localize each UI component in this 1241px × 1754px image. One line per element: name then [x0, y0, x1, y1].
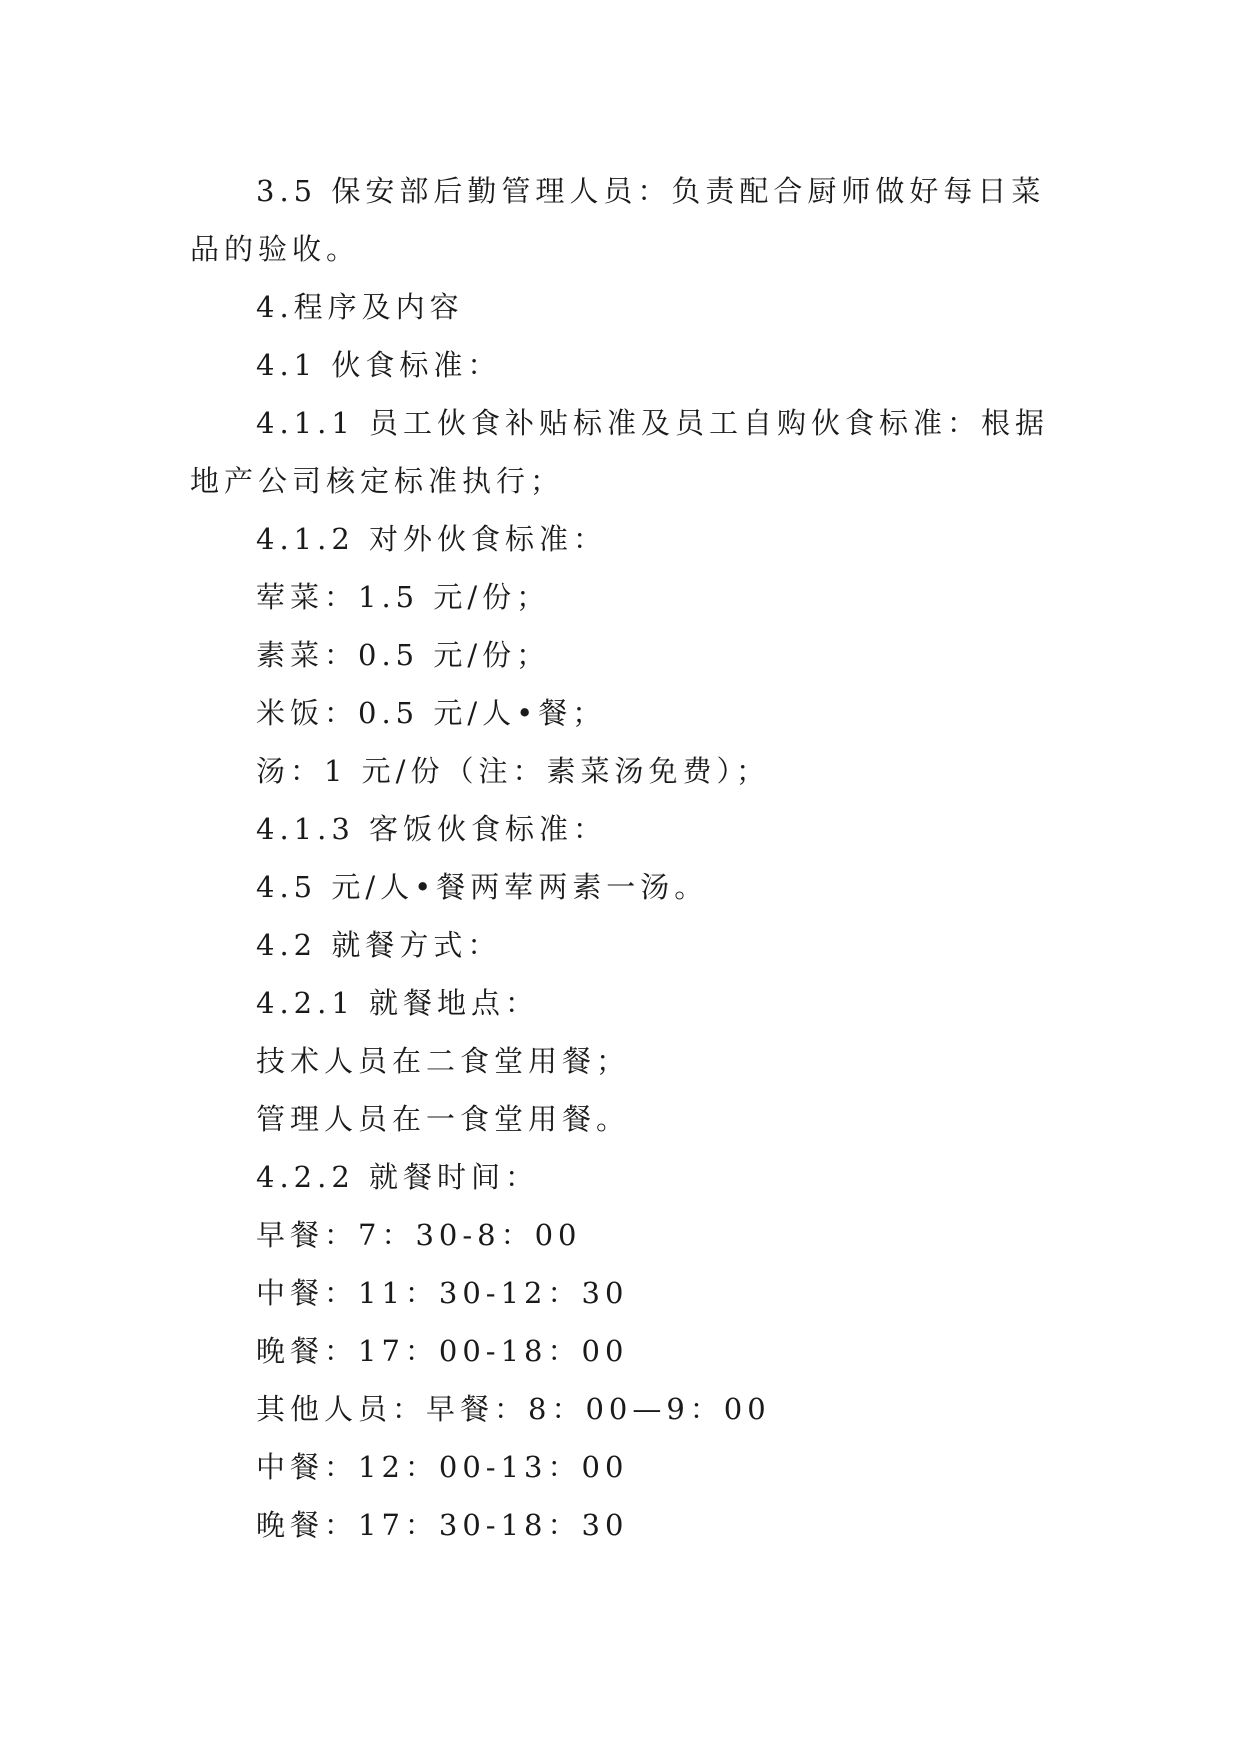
time-other-dinner: 晚餐：17：30-18：30 — [256, 1508, 629, 1542]
price-vegetable-dish: 素菜：0.5 元/份； — [256, 638, 551, 672]
paragraph-3-5: 3.5 保安部后勤管理人员：负责配合厨师做好每日菜品的验收。 — [190, 174, 1046, 266]
heading-4-2: 4.2 就餐方式： — [256, 928, 502, 962]
price-rice: 米饭：0.5 元/人•餐； — [256, 696, 607, 730]
time-other-breakfast: 其他人员：早餐：8：00—9：00 — [256, 1392, 771, 1426]
heading-4: 4.程序及内容 — [256, 290, 464, 324]
guest-meal-standard: 4.5 元/人•餐两荤两素一汤。 — [256, 870, 709, 904]
document-body — [190, 162, 1060, 1554]
location-management-staff: 管理人员在一食堂用餐。 — [256, 1102, 631, 1136]
time-lunch: 中餐：11：30-12：30 — [256, 1276, 629, 1310]
price-soup: 汤：1 元/份（注：素菜汤免费）； — [256, 754, 770, 788]
price-meat-dish: 荤菜：1.5 元/份； — [256, 580, 551, 614]
location-technical-staff: 技术人员在二食堂用餐； — [256, 1044, 631, 1078]
heading-4-2-2: 4.2.2 就餐时间： — [256, 1160, 540, 1194]
time-breakfast: 早餐：7：30-8：00 — [256, 1218, 582, 1252]
heading-4-1-3: 4.1.3 客饭伙食标准： — [256, 812, 608, 846]
time-other-lunch: 中餐：12：00-13：00 — [256, 1450, 629, 1484]
heading-4-2-1: 4.2.1 就餐地点： — [256, 986, 540, 1020]
paragraph-4-1-1: 4.1.1 员工伙食补贴标准及员工自购伙食标准：根据地产公司核定标准执行； — [190, 406, 1050, 498]
heading-4-1: 4.1 伙食标准： — [256, 348, 502, 382]
heading-4-1-2: 4.1.2 对外伙食标准： — [256, 522, 608, 556]
time-dinner: 晚餐：17：00-18：00 — [256, 1334, 629, 1368]
